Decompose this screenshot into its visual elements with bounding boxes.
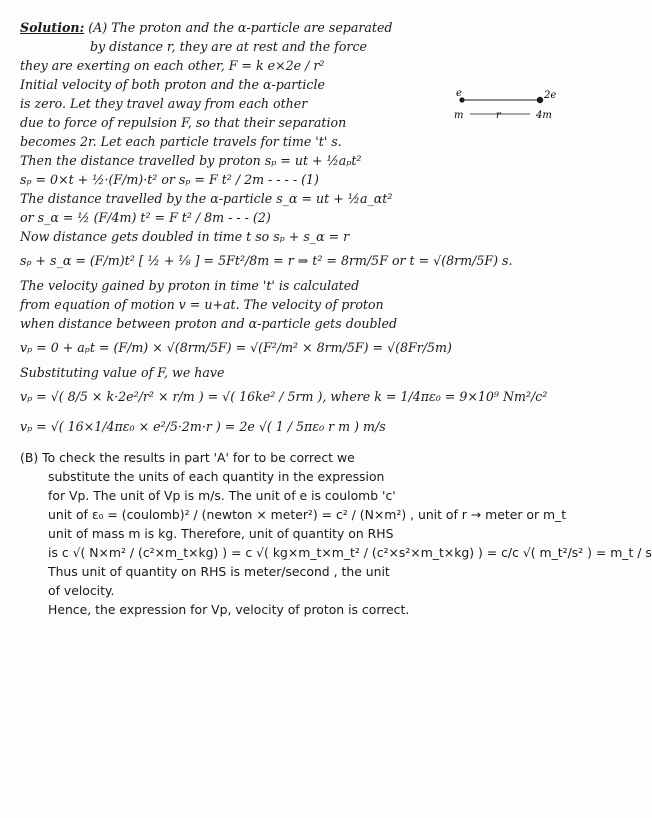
part-b-line-3: for Vp. The unit of Vp is m/s. The unit of e is coulomb 'c' [48,488,396,503]
alpha-mass-label: 4m [536,110,552,121]
text-line-1: The proton and the α-particle are separated [111,20,393,35]
text-line-18: Substituting value of F, we have [20,365,225,380]
part-b-line-1: (B) To check the results in part 'A' for to be correct we [20,450,355,465]
part-b-line-2: substitute the units of each quantity in the expression [48,469,385,484]
part-b-line-7: Thus unit of quantity on RHS is meter/second , the unit [48,564,390,579]
text-line-10: The distance travelled by the α-particle s_α = ut + ½a_αt² [20,191,393,206]
text-line-15: from equation of motion v = u+at. The velocity of proton [20,297,384,312]
text-line-12: Now distance gets doubled in time t so sₚ + s_α = r [20,229,350,244]
equation-final: vₚ = √( 16×1/4πε₀ × e²/5·2m·r ) = 2e √( 1 / 5πε₀ r m ) m/s [20,419,386,434]
equation-substituted: vₚ = √( 8/5 × k·2e²/r² × r/m ) = √( 16ke² / 5rm ), where k = 1/4πε₀ = 9×10⁹ Nm²/c² [20,389,548,404]
solution-heading: Solution: [20,20,85,35]
text-line-6: due to force of repulsion F, so that their separation [20,115,347,130]
part-a-label: (A) [88,20,108,35]
part-b-line-4: unit of ε₀ = (coulomb)² / (newton × meter²) = c² / (N×m²) , unit of r → meter or m_t [48,507,567,522]
part-b-line-5: unit of mass m is kg. Therefore, unit of quantity on RHS [48,526,394,541]
part-b-label: (B) [20,450,39,465]
alpha-label: 2e [544,90,557,101]
part-b-line-6: is c √( N×m² / (c²×m_t×kg) ) = c √( kg×m_t×m_t² / (c²×s²×m_t×kg) ) = c/c √( m_t²/s² ) = m_t / s [48,545,652,560]
text-line-2: by distance r, they are at rest and the force [90,39,367,54]
proton-mass-label: m [454,110,464,121]
distance-label: r [496,110,501,121]
equation-2: or s_α = ½ (F/4m) t² = F t² / 8m - - - (2) [20,210,271,225]
text-line-8: Then the distance travelled by proton sₚ = ut + ½aₚt² [20,153,362,168]
text-line-3: they are exerting on each other, F = k e×2e / r² [20,58,325,73]
proton-label: e [456,88,462,99]
part-b-line-8: of velocity. [48,583,115,598]
equation-1: sₚ = 0×t + ½·(F/m)·t² or sₚ = F t² / 2m - - - - (1) [20,172,319,187]
text-line-16: when distance between proton and α-particle gets doubled [20,316,398,331]
text-line-4: Initial velocity of both proton and the α-particle [20,77,325,92]
text-line-14: The velocity gained by proton in time 't' is calculated [20,278,360,293]
particle-diagram [448,90,568,126]
equation-time: sₚ + s_α = (F/m)t² [ ½ + ⅛ ] = 5Ft²/8m = r ⇒ t² = 8rm/5F or t = √(8rm/5F) s. [20,253,513,268]
part-b-line-9: Hence, the expression for Vp, velocity of proton is correct. [48,602,410,617]
text-line-5: is zero. Let they travel away from each other [20,96,308,111]
heading-line [20,18,566,37]
text-line-7: becomes 2r. Let each particle travels for time 't' s. [20,134,342,149]
equation-velocity: vₚ = 0 + aₚt = (F/m) × √(8rm/5F) = √(F²/m² × 8rm/5F) = √(8Fr/5m) [20,340,452,355]
